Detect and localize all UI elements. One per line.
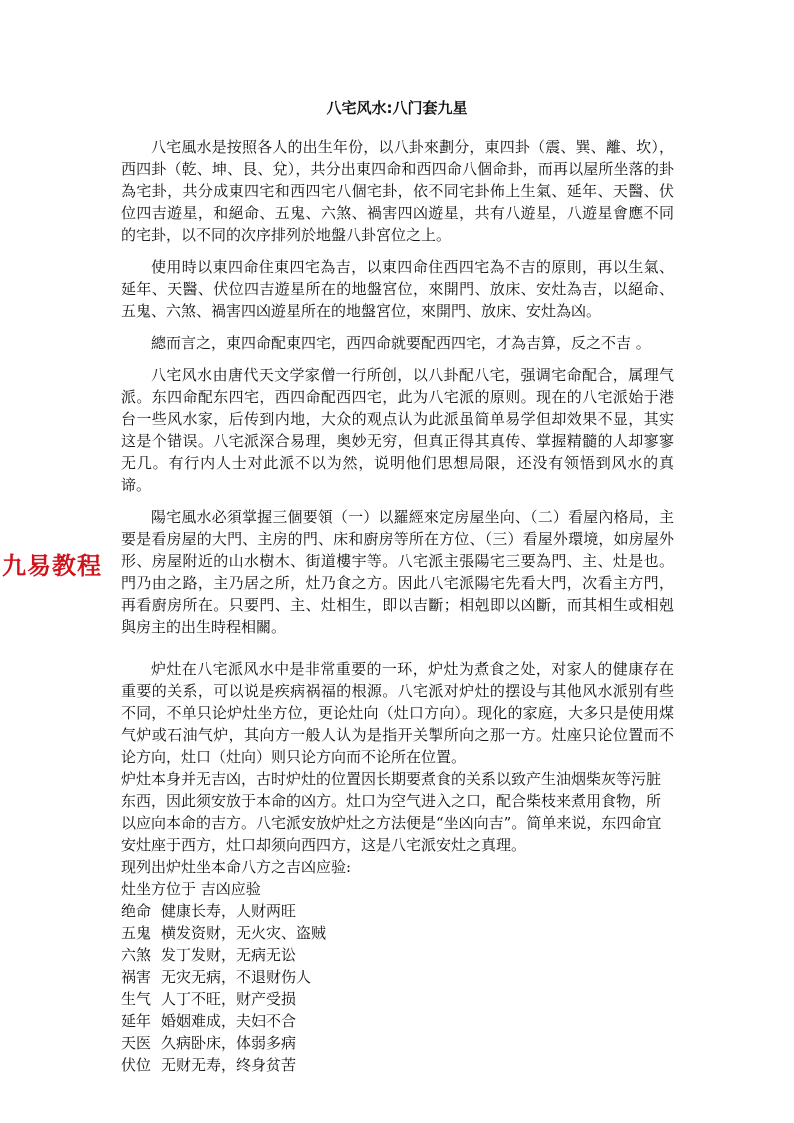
paragraph-usage-rule: 使用時以東四命住東四宅為吉，以東四命住西四宅為不吉的原則，再以生氣、延年、天醫、伏位四吉遊星所在的地盤宮位，來開門、放床、安灶為吉，以絕命、五鬼、六煞、禍害四凶遊星所在的地盤宮位，來開門、放床、安灶為凶。 (121, 258, 674, 320)
table-row-key: 祸害 (121, 968, 152, 986)
paragraph-summary: 總而言之，東四命配東四宅，西四命就要配西四宅，才為吉算，反之不吉 。 (151, 334, 651, 352)
paragraph-origin: 八宅风水由唐代天文学家僧一行所创，以八卦配八宅，强调宅命配合，属理气派。东四命配东四宅，西四命配西四宅，此为八宅派的原则。现在的八宅派始于港台一些风水家，后传到内地，大众的观点认为此派虽简单易学但却效果不显，其实这是个错误。八宅派深合易理，奥妙无穷，但真正得其真传、掌握精髓的人却寥寥无几。有行内人士对此派不以为然，说明他们思想局限，还没有领悟到风水的真谛。 (121, 366, 674, 494)
table-row (121, 922, 674, 944)
watermark-logo-text: 九易教程 (2, 552, 102, 580)
list-intro: 现列出炉灶坐本命八方之吉凶应验: (121, 858, 352, 876)
table-row-value: 发丁发财，无病无讼 (161, 946, 297, 964)
stove-direction-table (121, 900, 674, 1076)
table-row-key: 天医 (121, 1034, 152, 1052)
table-row-value: 久病卧床，体弱多病 (161, 1034, 297, 1052)
document-body (121, 136, 674, 1076)
table-row (121, 966, 674, 988)
table-row-key: 六煞 (121, 946, 152, 964)
table-row-value: 横发资财，无火灾、盗贼 (161, 924, 327, 942)
table-row (121, 900, 674, 922)
paragraph-stove-importance: 炉灶在八宅派风水中是非常重要的一环，炉灶为煮食之处，对家人的健康存在重要的关系，可以说是疾病祸福的根源。八宅派对炉灶的摆设与其他风水派别有些不同，不单只论炉灶坐方位，更论灶向（灶口方向）。现化的家庭，大多只是使用煤气炉或石油气炉，其向方一般人认为是指开关掣所向之那一方。灶座只论位置而不论方向，灶口（灶向）则只论方向而不论所在位置。 (121, 660, 674, 766)
paragraph-bazhai-intro: 八宅風水是按照各人的出生年份，以八卦來劃分，東四卦（震、巽、離、坎），西四卦（乾、坤、艮、兌），共分出東四命和西四命八個命卦，而再以屋所坐落的卦為宅卦，共分成東四宅和西四宅八個宅卦，依不同宅卦佈上生氣、延年、天醫、伏位四吉遊星，和絕命、五鬼、六煞、禍害四凶遊星，共有八遊星，八遊星會應不同的宅卦，以不同的次序排列於地盤八卦宮位之上。 (121, 138, 674, 244)
paragraph-stove-placement: 炉灶本身并无吉凶，古时炉灶的位置因长期要煮食的关系以致产生油烟柴灰等污脏东西，因此须安放于本命的凶方。灶口为空气进入之口，配合柴枝来煮用食物，所以应向本命的吉方。八宅派安放炉灶之方法便是“坐凶向吉”。简单来说，东四命宜安灶座于西方，灶口却须向西四方，这是八宅派安灶之真理。 (121, 770, 662, 854)
table-row-key: 五鬼 (121, 924, 152, 942)
table-row-value: 无灾无病，不退财伤人 (161, 968, 312, 986)
table-row (121, 1054, 674, 1076)
table-row-value: 人丁不旺，财产受损 (161, 990, 297, 1008)
table-row-value: 婚姻难成，夫妇不合 (161, 1012, 297, 1030)
table-row (121, 988, 674, 1010)
table-row (121, 1032, 674, 1054)
table-header: 灶坐方位于 吉凶应验 (121, 880, 261, 898)
table-row-value: 健康长寿，人财两旺 (161, 902, 297, 920)
document-title: 八宅风水:八门套九星 (326, 99, 468, 117)
table-row-value: 无财无寿，终身贫苦 (161, 1056, 297, 1074)
table-row (121, 1010, 674, 1032)
table-row-key: 延年 (121, 1012, 152, 1030)
paragraph-three-essentials: 陽宅風水必須掌握三個要領（一）以羅經來定房屋坐向、（二）看屋內格局，主要是看房屋的大門、主房的門、床和廚房等所在方位、（三）看屋外環境，如房屋外形、房屋附近的山水樹木、街道樓宇等。八宅派主張陽宅三要為門、主、灶是也。門乃由之路，主乃居之所，灶乃食之方。因此八宅派陽宅先看大門，次看主方門，再看廚房所在。只要門、主、灶相生，即以吉斷；相剋即以凶斷，而其相生或相剋與房主的出生時程相關。 (121, 508, 674, 636)
table-row (121, 944, 674, 966)
table-row-key: 绝命 (121, 902, 152, 920)
table-row-key: 伏位 (121, 1056, 152, 1074)
table-row-key: 生气 (121, 990, 152, 1008)
